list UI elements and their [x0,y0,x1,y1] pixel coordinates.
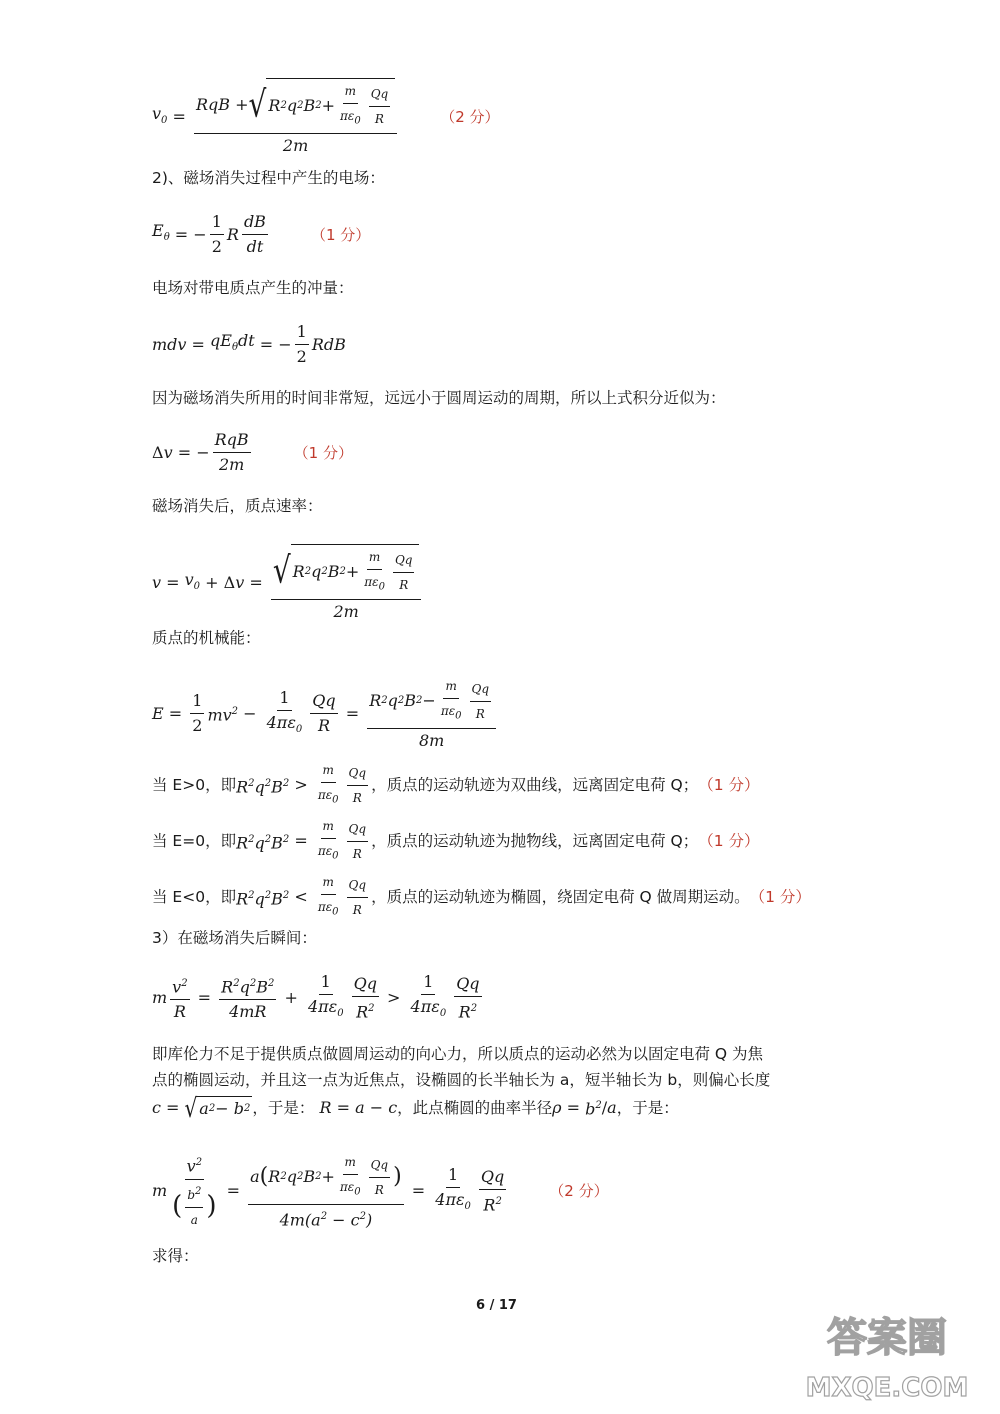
section-heading: 3）在磁场消失后瞬间： [152,929,317,947]
paragraph-line: c = √ a 2 − b 2 ，于是： R = a − c ，此点椭圆的曲率半径 ρ = $b^2$ / a ，于是： [152,1092,679,1124]
text-line: 求得： [152,1247,199,1265]
watermark-logo [792,1296,982,1406]
equation-e-theta: $E_\theta$ = − $\frac{1}{2}$ R $\frac{dB}{dt}$ （1 分） [152,212,371,256]
text-line: 因为磁场消失所用的时间非常短，远远小于圆周运动的周期，所以上式积分近似为： [152,389,726,407]
text-line: 质点的机械能： [152,629,261,647]
case-line: 当 E>0，即 $R^2q^2B^2$ > $\frac{m}{\pi\varepsilon_0}$ $\frac{Qq}{R}$ ，质点的运动轨迹为双曲线，远离固定电荷 Q； （1 分） [152,760,760,810]
equation-curvature: m $v^2$ ( $\frac{b^2}{a}$ ) = a ( R 2 q 2 B 2 + $\frac{m}{\pi\varepsilon_0}$ $\frac{Qq}{R}$ ) $4m(a^2 - c^2)$ = $\frac{1}{4\pi\varepsilon_0}$ $\frac{Qq}{R^2}$ （2 分） [152,1152,609,1231]
section-heading: 2)、磁场消失过程中产生的电场： [152,169,385,187]
equation-delta-v: Δ v = − $\frac{\text{RqB}}{2m}$ （1 分） [152,430,353,474]
text-line: 磁场消失后，质点速率： [152,497,323,515]
equation-energy: E = $\frac{1}{2}$ $mv^2$ − $\frac{1}{4\pi\varepsilon_0}$ $\frac{Qq}{R}$ = R 2 q 2 B 2 − $\frac{m}{\pi\varepsilon_0}$ $\frac{Qq}{R}$ 8m [152,676,499,751]
score-label: （2 分） [549,1182,609,1201]
equation-impulse: mdv = $qE_\theta dt$ = − $\frac{1}{2}$ RdB [152,322,346,366]
text-line: 电场对带电质点产生的冲量： [152,279,354,297]
equation-v0: $v_0$ = RqB + √ R 2 q 2 B 2 + $\frac{m}{\pi\varepsilon_0}$ $\frac{Qq}{R}$ 2m （2 分） [152,78,500,156]
score-label: （1 分） [293,443,353,462]
page-number: 6 / 17 [476,1298,517,1313]
watermark-text-top: 答案圈 [827,1315,947,1361]
equation-speed: v = $v_0$ + Δ v = √ R 2 q 2 B 2 + $\frac{m}{\pi\varepsilon_0}$ $\frac{Qq}{R}$ 2m [152,544,424,622]
case-line: 当 E=0，即 $R^2q^2B^2$ = $\frac{m}{\pi\varepsilon_0}$ $\frac{Qq}{R}$ ，质点的运动轨迹为抛物线，远离固定电荷 Q； （1 分） [152,816,760,866]
paragraph-line: 即库伦力不足于提供质点做圆周运动的向心力，所以质点的运动必然为以固定电荷 Q 为焦 [152,1045,764,1063]
score-label: （1 分） [310,225,371,244]
equation-centripetal: m $\frac{v^2}{R}$ = $\frac{R^2q^2B^2}{4mR}$ + $\frac{1}{4\pi\varepsilon_0}$ $\frac{Qq}{R^2}$ > $\frac{1}{4\pi\varepsilon_0}$ $\frac{Qq}{R^2}$ [152,972,480,1022]
watermark-text-bottom: MXQE.COM [805,1373,969,1403]
paragraph-line: 点的椭圆运动，并且这一点为近焦点，设椭圆的长半轴长为 a，短半轴长为 b，则偏心长度 [152,1071,771,1089]
score-label: （2 分） [440,108,500,127]
case-line: 当 E<0，即 $R^2q^2B^2$ < $\frac{m}{\pi\varepsilon_0}$ $\frac{Qq}{R}$ ，质点的运动轨迹为椭圆，绕固定电荷 Q 做周期运动。 （1 分） [152,872,811,922]
